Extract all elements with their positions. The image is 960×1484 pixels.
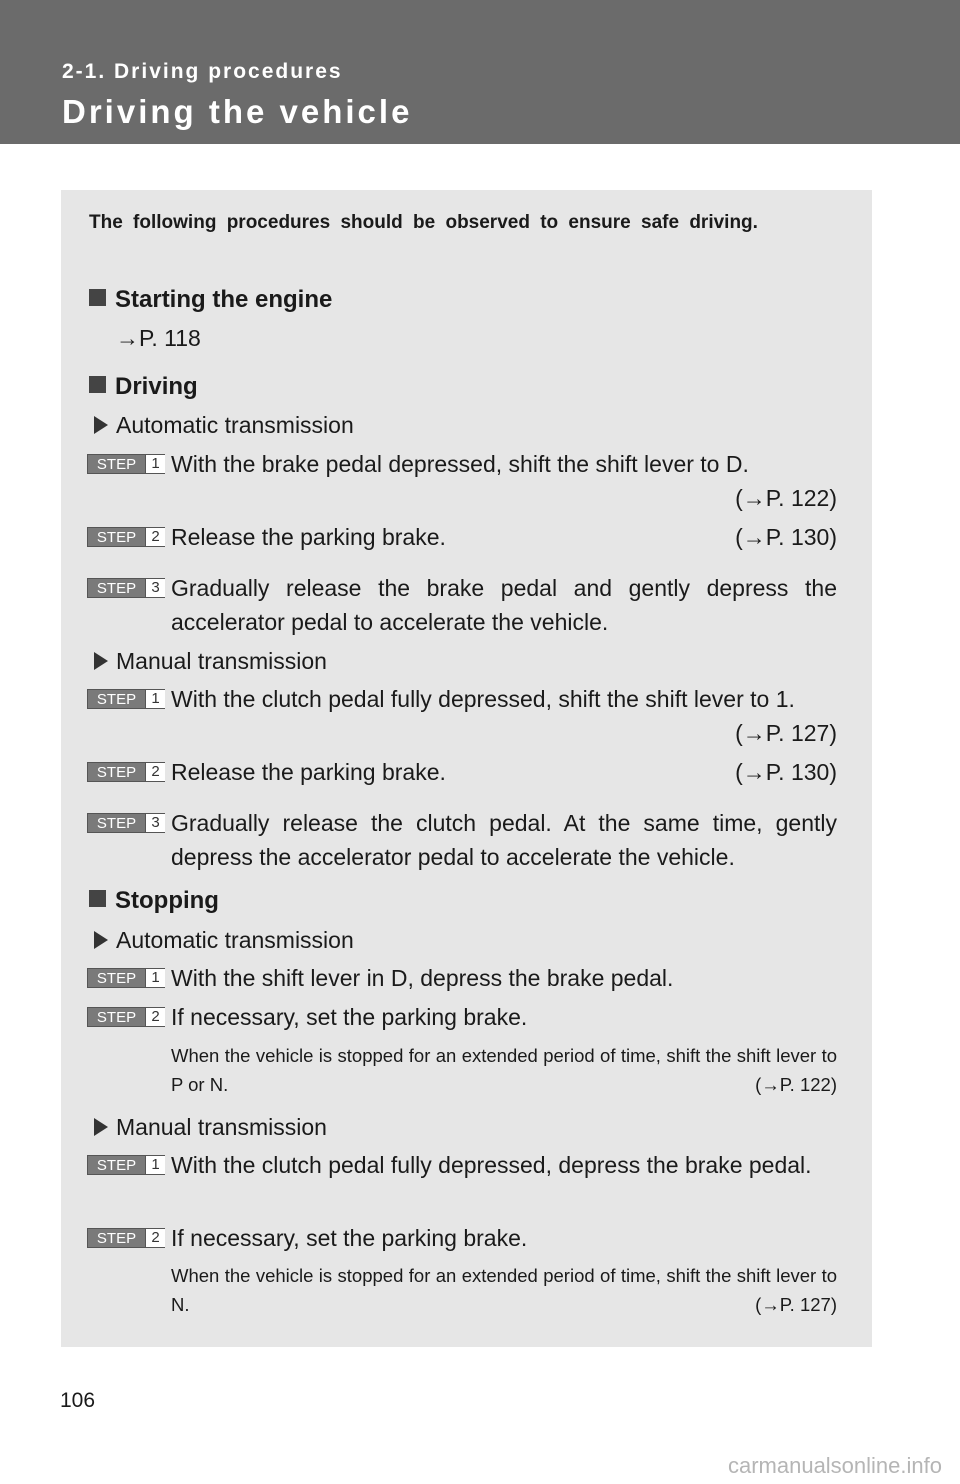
heading-starting-engine: Starting the engine (89, 285, 332, 315)
subheading-automatic: Automatic transmission (94, 925, 354, 955)
step-page-reference[interactable]: (→P. 127) (735, 720, 837, 746)
step-text: Release the parking brake. (171, 759, 446, 785)
step-text: If necessary, set the parking brake. (171, 1225, 528, 1251)
triangle-bullet-icon (94, 652, 108, 670)
step-page-reference[interactable]: (→P. 130) (735, 759, 837, 785)
step-badge: STEP 1 (87, 1155, 165, 1175)
step-text: With the clutch pedal fully depressed, depress the brake pedal. (171, 1152, 812, 1178)
heading-driving: Driving (89, 372, 198, 402)
triangle-bullet-icon (94, 416, 108, 434)
note-text: When the vehicle is stopped for an extended period of time, shift the shift lever to N. (171, 1265, 837, 1315)
step-text: Release the parking brake. (171, 524, 446, 550)
watermark: carmanualsonline.info (727, 1453, 942, 1478)
note-text: When the vehicle is stopped for an extended period of time, shift the shift lever to P or N. (171, 1045, 837, 1095)
subheading-manual: Manual transmission (94, 1112, 327, 1142)
triangle-bullet-icon (94, 931, 108, 949)
step-badge: STEP 3 (87, 813, 165, 833)
page-number: 106 (60, 1389, 96, 1412)
step-badge: STEP 2 (87, 1007, 165, 1027)
step-badge: STEP 1 (87, 689, 165, 709)
step-page-reference[interactable]: (→P. 130) (735, 524, 837, 550)
triangle-bullet-icon (94, 1118, 108, 1136)
step-text: If necessary, set the parking brake. (171, 1004, 528, 1030)
step-text: With the brake pedal depressed, shift the shift lever to D. (171, 451, 749, 477)
step-badge: STEP 1 (87, 454, 165, 474)
page-reference[interactable]: →P. 118 (116, 325, 201, 351)
step-badge: STEP 1 (87, 968, 165, 988)
step-text: Gradually release the brake pedal and gently depress the accelerator pedal to accelerate the vehicle. (171, 575, 837, 635)
step-text: With the clutch pedal fully depressed, shift the shift lever to 1. (171, 686, 795, 712)
page-title: Driving the vehicle (62, 93, 413, 130)
step-badge: STEP 3 (87, 578, 165, 598)
step-badge: STEP 2 (87, 762, 165, 782)
subheading-manual: Manual transmission (94, 646, 327, 676)
page-header (0, 0, 960, 144)
heading-stopping: Stopping (89, 886, 219, 916)
section-label: 2-1. Driving procedures (62, 60, 343, 83)
step-text: Gradually release the clutch pedal. At the same time, gently depress the accelerator pedal to accelerate the vehicle. (171, 810, 837, 870)
square-bullet-icon (89, 289, 106, 306)
square-bullet-icon (89, 376, 106, 393)
step-badge: STEP 2 (87, 1228, 165, 1248)
square-bullet-icon (89, 890, 106, 907)
note-page-reference[interactable]: (→P. 127) (755, 1294, 837, 1315)
intro-text: The following procedures should be observed to ensure safe driving. (89, 212, 758, 233)
subheading-automatic: Automatic transmission (94, 410, 354, 440)
step-text: With the shift lever in D, depress the brake pedal. (171, 965, 674, 991)
step-page-reference[interactable]: (→P. 122) (735, 485, 837, 511)
step-badge: STEP 2 (87, 527, 165, 547)
note-page-reference[interactable]: (→P. 122) (755, 1074, 837, 1095)
